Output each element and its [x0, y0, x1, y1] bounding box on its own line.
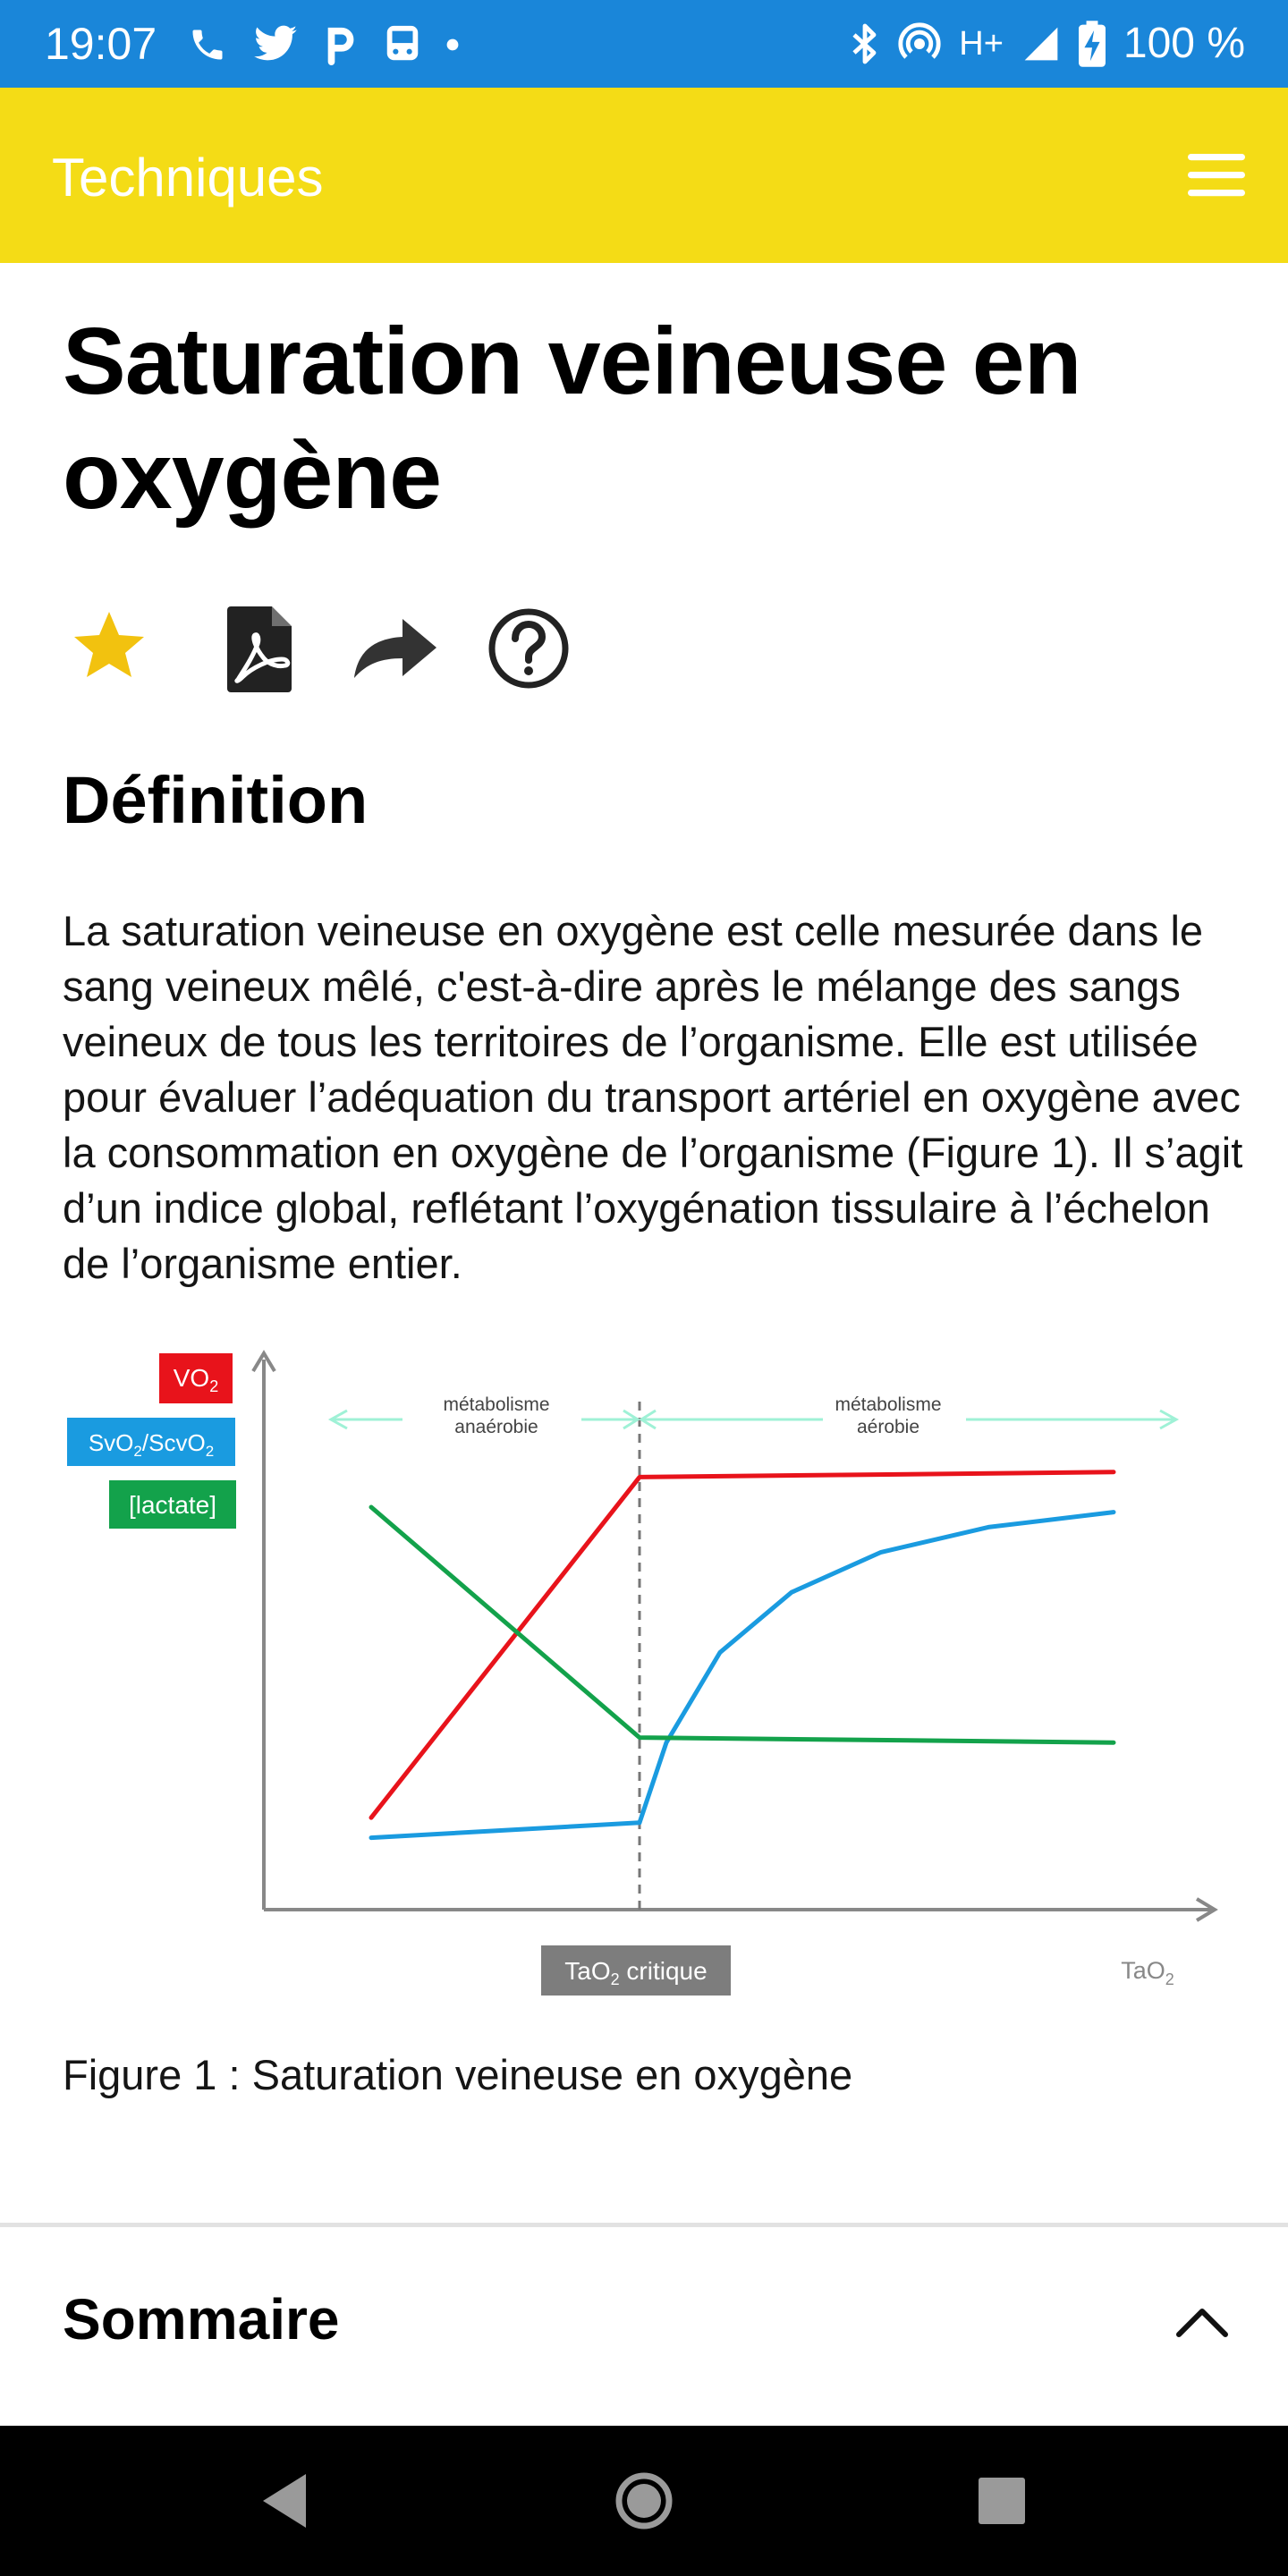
pdf-icon[interactable] [211, 599, 309, 698]
series-line-3 [371, 1507, 1114, 1742]
recents-icon[interactable] [966, 2465, 1038, 2537]
phone-icon [188, 25, 227, 64]
app-title: Techniques [52, 148, 324, 208]
share-icon[interactable] [345, 599, 444, 698]
battery-charging-icon [1079, 21, 1106, 67]
region-label: métabolisme [443, 1394, 550, 1415]
signal-icon [1021, 24, 1061, 64]
page-title: Saturation veineuse en oxygène [63, 309, 1081, 529]
critical-label: TaO$_2$ critique [564, 1957, 708, 1988]
home-icon[interactable] [608, 2465, 680, 2537]
hamburger-menu-icon[interactable] [1188, 152, 1245, 199]
region-label-line2: anaérobie [454, 1417, 538, 1437]
legend-label-vo2: $VO_2$ [173, 1364, 219, 1395]
battery-percentage: 100 % [1123, 20, 1245, 67]
region-label-line2: aérobie [856, 1417, 920, 1437]
section-heading-definition: Définition [63, 763, 369, 837]
transit-icon [385, 24, 420, 65]
section-divider [0, 2223, 1288, 2227]
help-icon[interactable] [479, 599, 578, 698]
legend-label-svo2: SvO$_2$/ScvO$_2$ [88, 1429, 215, 1460]
twitter-icon [252, 25, 299, 64]
legend-label-lactate: [lactate] [128, 1491, 217, 1519]
favorite-star-icon[interactable] [63, 599, 161, 698]
definition-paragraph: La saturation veineuse en oxygène est celle mesurée dans le sang veineux mêlé, c'est-à-dire après le mélange des sangs veineux de tous les territoires de l’organisme. Elle est utilisée pour évaluer l’adéquation du transport artériel en oxygène avec la consommation en oxygène de l’organisme (Figure 1). Il s’agit d’un indice global, reflétant l’oxygénation tissulaire à l’échelon de l’organisme entier. [63, 907, 1243, 1287]
x-axis-label: TaO$_2$ [1121, 1957, 1174, 1988]
status-time: 19:07 [45, 19, 157, 69]
dot-icon [445, 38, 460, 52]
p-icon [324, 24, 360, 65]
status-notification-icons [188, 20, 485, 70]
status-bar [0, 0, 1288, 88]
region-label: métabolisme [835, 1394, 942, 1415]
app-bar [0, 88, 1288, 263]
back-icon[interactable] [250, 2465, 322, 2537]
navigation-bar [0, 2426, 1288, 2576]
figure-caption: Figure 1 : Saturation veineuse en oxygène [63, 2051, 853, 2098]
summary-title[interactable]: Sommaire [63, 2287, 340, 2351]
figure-chart [63, 1346, 1225, 2008]
chart [63, 1346, 1225, 2008]
hotspot-icon [898, 22, 941, 65]
chevron-up-icon[interactable] [1170, 2290, 1234, 2354]
status-system-icons [832, 16, 1245, 72]
network-type: H+ [959, 25, 1004, 63]
bluetooth-icon [850, 22, 880, 65]
